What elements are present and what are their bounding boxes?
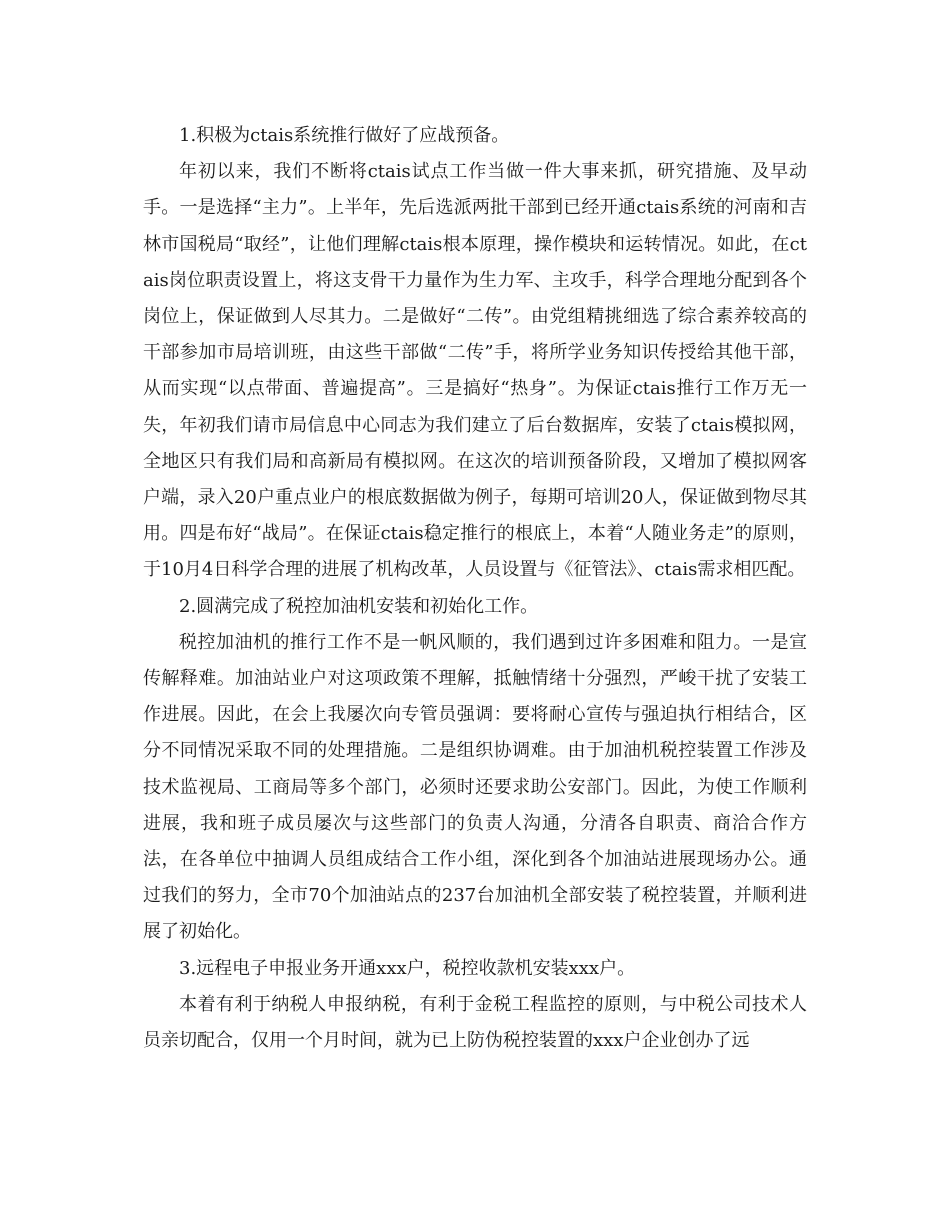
document-body (143, 118, 807, 1059)
section-1-paragraph: 年初以来，我们不断将ctais试点工作当做一件大事来抓，研究措施、及早动手。一是选择“主力”。上半年，先后选派两批干部到已经开通ctais系统的河南和吉林市国税局“取经”，让他们理解ctais根本原理，操作模块和运转情况。如此，在ctais岗位职责设置上，将这支骨干力量作为生力军、主攻手，科学合理地分配到各个岗位上，保证做到人尽其力。二是做好“二传”。由党组精挑细选了综合素养较高的干部参加市局培训班，由这些干部做“二传”手，将所学业务知识传授给其他干部，从而实现“以点带面、普遍提高”。三是搞好“热身”。为保证ctais推行工作万无一失，年初我们请市局信息中心同志为我们建立了后台数据库，安装了ctais模拟网，全地区只有我们局和高新局有模拟网。在这次的培训预备阶段，又增加了模拟网客户端，录入20户重点业户的根底数据做为例子，每期可培训20人，保证做到物尽其用。四是布好“战局”。在保证ctais稳定推行的根底上，本着“人随业务走”的原则，于10月4日科学合理的进展了机构改革，人员设置与《征管法》、ctais需求相匹配。 (143, 161, 807, 581)
section-3-heading: 3.远程电子申报业务开通xxx户，税控收款机安装xxx户。 (179, 957, 636, 979)
section-1-heading: 1.积极为ctais系统推行做好了应战预备。 (179, 125, 510, 146)
section-3-paragraph: 本着有利于纳税人申报纳税，有利于金税工程监控的原则，与中税公司技术人员亲切配合，仅用一个月时间，就为已上防伪税控装置的xxx户企业创办了远 (143, 993, 807, 1052)
section-2-paragraph: 税控加油机的推行工作不是一帆风顺的，我们遇到过许多困难和阻力。一是宣传解释难。加油站业户对这项政策不理解，抵触情绪十分强烈，严峻干扰了安装工作进展。因此，在会上我屡次向专管员强调：要将耐心宣传与强迫执行相结合，区分不同情况采取不同的处理措施。二是组织协调难。由于加油机税控装置工作涉及技术监视局、工商局等多个部门，必须时还要求助公安部门。因此，为使工作顺利进展，我和班子成员屡次与这些部门的负责人沟通，分清各自职责、商洽合作方法，在各单位中抽调人员组成结合工作小组，深化到各个加油站进展现场办公。通过我们的努力，全市70个加油站点的237台加油机全部安装了税控装置，并顺利进展了初始化。 (143, 631, 807, 943)
section-2-heading: 2.圆满完成了税控加油机安装和初始化工作。 (179, 595, 539, 617)
